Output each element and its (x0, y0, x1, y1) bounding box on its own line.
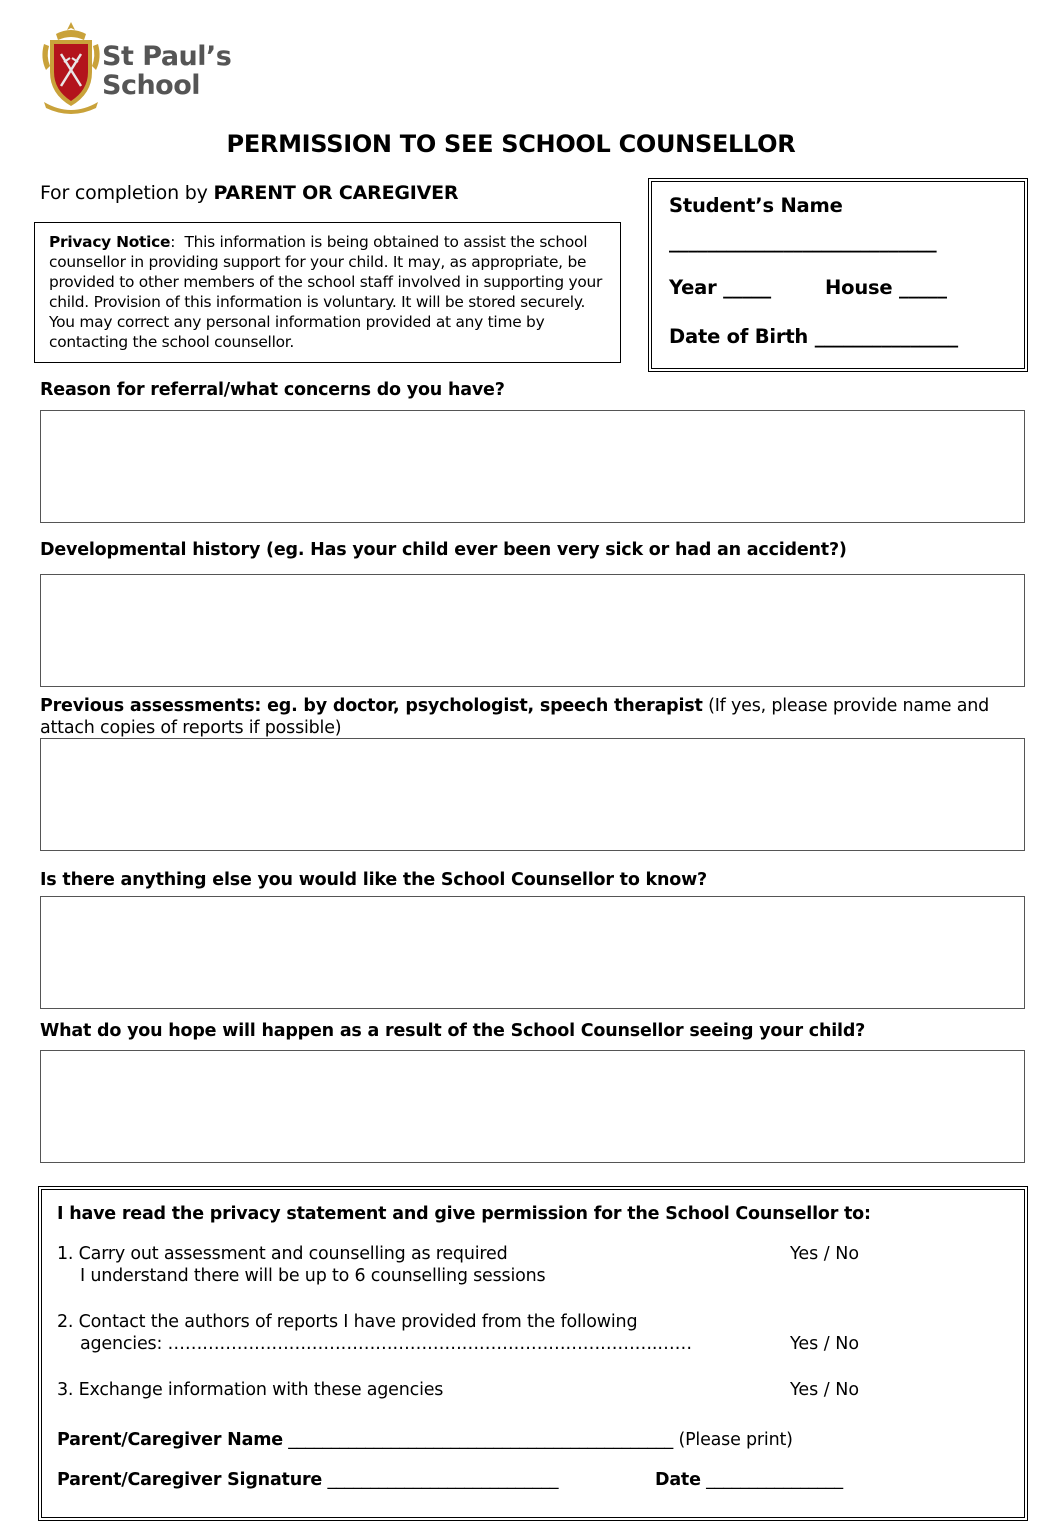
school-logo (40, 18, 240, 114)
parent-name-row (57, 1430, 793, 1450)
student-details-box (648, 178, 1028, 372)
parent-name-label: Parent/Caregiver Name (57, 1430, 283, 1450)
hope-answer-box[interactable] (40, 1050, 1025, 1163)
school-name (102, 42, 231, 100)
permission-item-3-yes-no[interactable]: Yes / No (790, 1380, 860, 1400)
anything-else-answer-box[interactable] (40, 896, 1025, 1009)
school-crest-shield-icon (40, 18, 102, 114)
permission-item-2-yes-no[interactable]: Yes / No (790, 1334, 860, 1354)
question-anything-else-label: Is there anything else you would like the School Counsellor to know? (40, 870, 707, 890)
student-name-field[interactable]: ____________________________ (669, 230, 937, 253)
date-row (655, 1470, 843, 1490)
development-answer-box[interactable] (40, 574, 1025, 687)
house-label: House (825, 276, 893, 299)
dob-field-row (669, 325, 958, 348)
question-reason-label: Reason for referral/what concerns do you have? (40, 380, 505, 400)
permission-item-3: 3. Exchange information with these agencies (57, 1380, 444, 1400)
privacy-heading: Privacy Notice (49, 233, 171, 251)
date-label: Date (655, 1470, 701, 1490)
question-assessments-label (40, 695, 1030, 739)
year-label: Year (669, 276, 717, 299)
permission-box (38, 1186, 1028, 1521)
school-name-line1: St Paul’s (102, 41, 232, 72)
dob-label: Date of Birth (669, 325, 809, 348)
permission-heading: I have read the privacy statement and give permission for the School Counsellor to: (57, 1204, 871, 1224)
permission-item-1-note: I understand there will be up to 6 counselling sessions (80, 1266, 546, 1286)
signature-field[interactable]: ___________________________ (327, 1470, 559, 1490)
house-field[interactable]: _____ (899, 276, 947, 299)
privacy-text: This information is being obtained to assist the school counsellor in providing support for your child. It may, as appropriate, be provided to other members of the school staff involved in supporting your child. Provision of this information is voluntary. It will be stored securely. You may correct any personal information provided at any time by contacting the school counsellor. (49, 233, 603, 351)
school-name-line2: School (102, 70, 201, 101)
please-print-note: (Please print) (678, 1430, 793, 1450)
assessments-label-rest: (If yes, please provide name and attach copies of reports if possible) (40, 696, 990, 738)
permission-item-2-agencies-field[interactable]: agencies: ………………………………………………………………………….…… (80, 1334, 692, 1354)
permission-item-1-yes-no[interactable]: Yes / No (790, 1244, 860, 1264)
reason-answer-box[interactable] (40, 410, 1025, 523)
year-field-row (669, 276, 771, 299)
assessments-label-bold: Previous assessments: eg. by doctor, psychologist, speech therapist (40, 696, 703, 716)
dob-field[interactable]: _______________ (814, 325, 958, 348)
page-title: PERMISSION TO SEE SCHOOL COUNSELLOR (226, 130, 796, 158)
signature-row (57, 1470, 558, 1490)
date-field[interactable]: ________________ (706, 1470, 843, 1490)
student-name-label: Student’s Name (669, 194, 843, 217)
permission-item-2: 2. Contact the authors of reports I have provided from the following (57, 1312, 638, 1332)
privacy-colon: : (170, 233, 185, 251)
question-development-label: Developmental history (eg. Has your child ever been very sick or had an accident?) (40, 540, 847, 560)
question-hope-label: What do you hope will happen as a result of the School Counsellor seeing your child? (40, 1021, 866, 1041)
house-field-row (825, 276, 947, 299)
assessments-answer-box[interactable] (40, 738, 1025, 851)
parent-name-field[interactable]: _____________________________________________ (288, 1430, 674, 1450)
year-field[interactable]: _____ (723, 276, 771, 299)
permission-item-1: 1. Carry out assessment and counselling as required (57, 1244, 508, 1264)
completion-who: PARENT OR CAREGIVER (213, 182, 459, 204)
signature-label: Parent/Caregiver Signature (57, 1470, 323, 1490)
privacy-notice (34, 222, 621, 363)
completion-instruction (40, 182, 458, 204)
completion-prefix: For completion by (40, 182, 214, 204)
